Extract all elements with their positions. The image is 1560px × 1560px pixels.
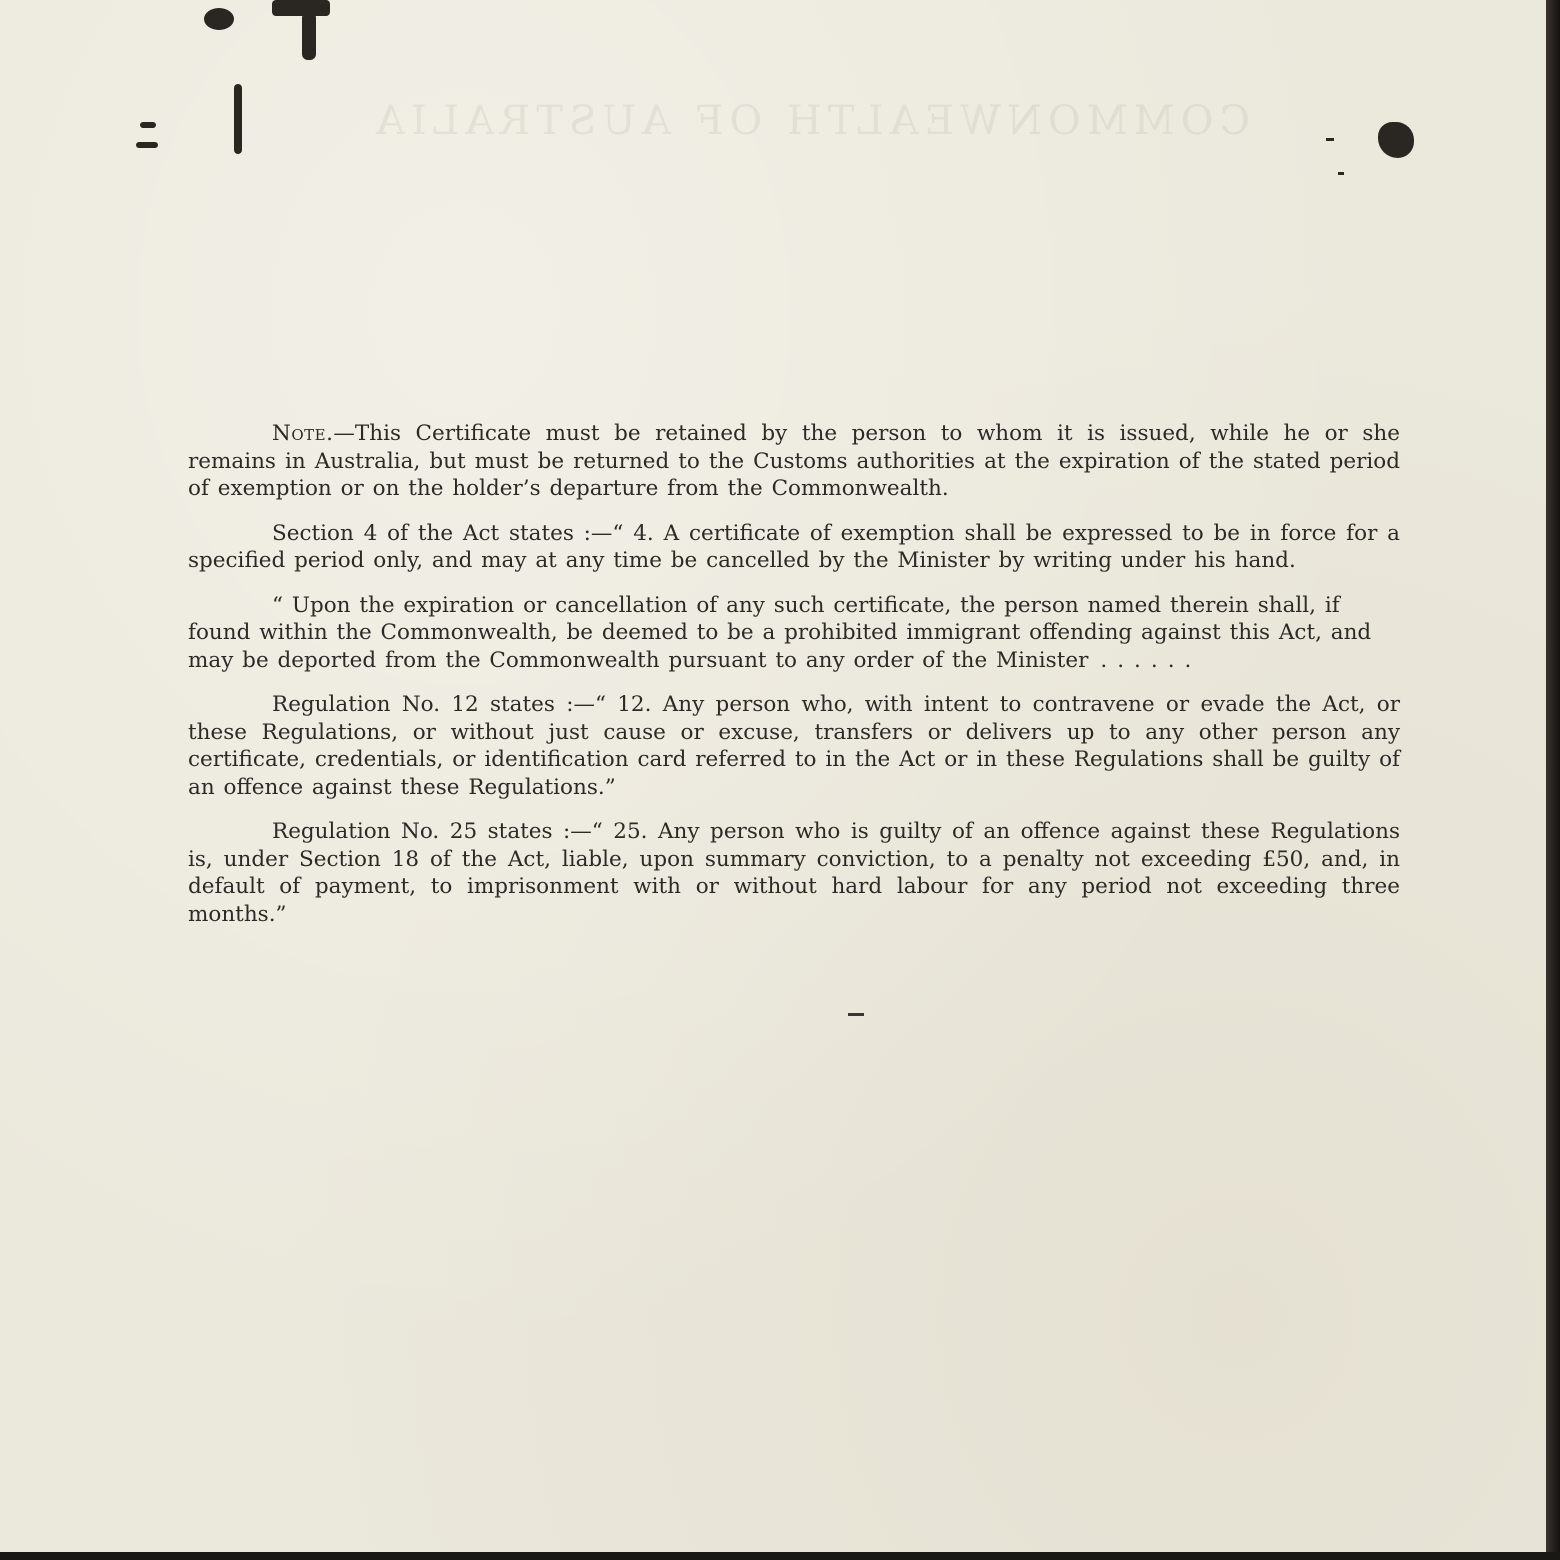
notice-text: [188, 420, 1400, 945]
staple-mark: [1378, 122, 1414, 158]
staple-mark: [272, 0, 330, 16]
note-paragraph: [188, 420, 1400, 503]
section-4-continued-paragraph: [188, 592, 1400, 675]
staple-mark: [136, 142, 158, 148]
end-rule: [848, 1013, 864, 1016]
page-edge-shadow: [0, 1552, 1560, 1560]
speck-mark: [1338, 172, 1344, 175]
ellipsis: ......: [1100, 647, 1202, 673]
note-text: —This Certificate must be retained by the person to whom it is issued, while he or she remains in Australia, but must be returned to the Customs authorities at the expiration of the stated period of exemption or on the holder’s departure from the Commonwealth.: [188, 421, 1400, 501]
staple-mark: [234, 84, 242, 154]
staple-mark: [302, 12, 316, 60]
page-edge-shadow: [1546, 0, 1560, 1560]
speck-mark: [1326, 138, 1334, 141]
note-label: Note.: [272, 421, 334, 446]
section-4-continued-text: “ Upon the expiration or cancellation of any such certificate, the person named therein shall, if found within the Commonwealth, be deemed to be a prohibited immigrant offending against this Act, and may be deported from the Commonwealth pursuant to any order of the Minister: [188, 592, 1372, 673]
regulation-25-paragraph: Regulation No. 25 states :—“ 25. Any person who is guilty of an offence against these Regulations is, under Section 18 of the Act, liable, upon summary conviction, to a penalty not exceeding £50, and, in default of payment, to imprisonment with or without hard labour for any period not exceeding three months.”: [188, 819, 1400, 927]
show-through-watermark: COMMONWEALTH OF AUSTRALIA: [370, 98, 1251, 144]
section-4-paragraph: Section 4 of the Act states :—“ 4. A certificate of exemption shall be expressed to be in force for a specified period only, and may at any time be cancelled by the Minister by writing under his hand.: [188, 520, 1400, 573]
staple-mark: [204, 8, 234, 30]
staple-mark: [140, 122, 156, 128]
regulation-12-paragraph: Regulation No. 12 states :—“ 12. Any person who, with intent to contravene or evade the Act, or these Regulations, or without just cause or excuse, transfers or delivers up to any other person any certificate, credentials, or identification card referred to in the Act or in these Regulations shall be guilty of an offence against these Regulations.”: [188, 692, 1400, 800]
